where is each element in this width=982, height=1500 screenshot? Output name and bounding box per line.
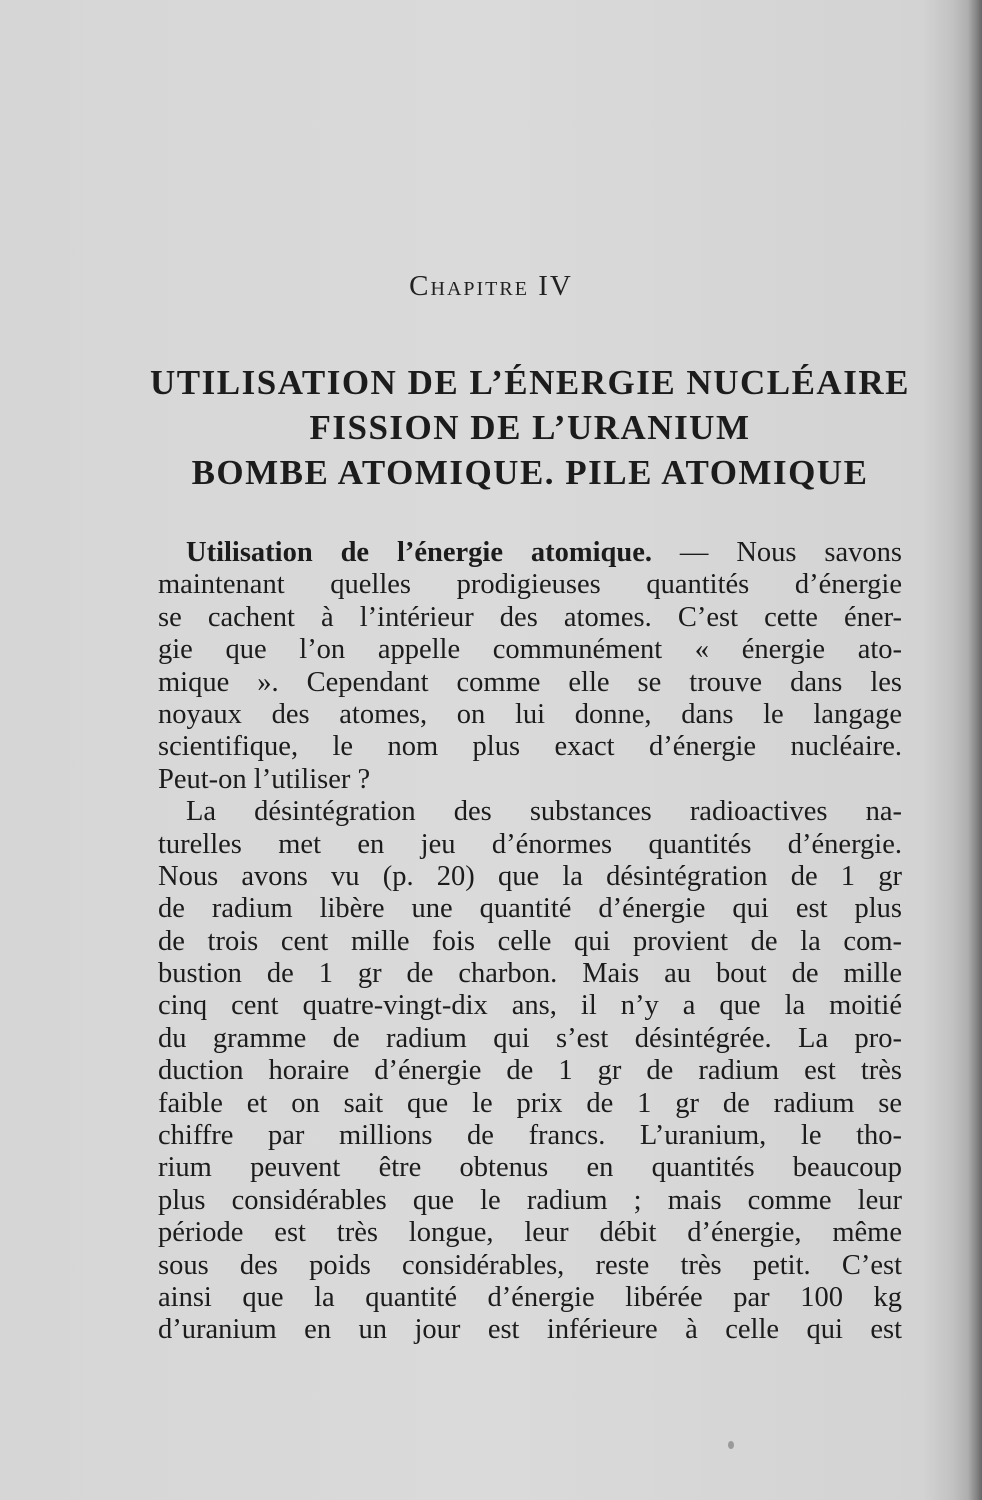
text-line: se cachent à l’intérieur des atomes. C’est cette éner- [158, 601, 902, 633]
text-line: de trois cent mille fois celle qui provient de la com- [158, 925, 902, 957]
text-line: période est très longue, leur débit d’énergie, même [158, 1217, 902, 1249]
text-line: ainsi que la quantité d’énergie libérée par 100 kg [158, 1281, 902, 1313]
text-line: noyaux des atomes, on lui donne, dans le langage [158, 698, 902, 730]
page-gutter-shadow [968, 0, 982, 1500]
text-line: Nous avons vu (p. 20) que la désintégration de 1 gr [158, 860, 902, 892]
text-line: turelles met en jeu d’énormes quantités d’énergie. [158, 828, 902, 860]
text-line: scientifique, le nom plus exact d’énergie nucléaire. [158, 731, 902, 763]
paragraph-1-first-line [158, 537, 902, 569]
text-line: plus considérables que le radium ; mais comme leur [158, 1184, 902, 1216]
text-line: chiffre par millions de francs. L’uranium, le tho- [158, 1120, 902, 1152]
chapter-title [140, 360, 920, 495]
run-in-heading: Utilisation de l’énergie atomique. [186, 537, 653, 568]
title-line-1: UTILISATION DE L’ÉNERGIE NUCLÉAIRE [150, 363, 910, 402]
text-line: d’uranium en un jour est inférieure à celle qui est [158, 1314, 902, 1346]
text-line: faible et on sait que le prix de 1 gr de radium se [158, 1087, 902, 1119]
paragraph-1-first-line-rest: — Nous savons [652, 537, 902, 568]
text-line: gie que l’on appelle communément « énergie ato- [158, 634, 902, 666]
text-line: duction horaire d’énergie de 1 gr de radium est très [158, 1055, 902, 1087]
paragraph-2-first-line: La désintégration des substances radioactives na- [186, 796, 902, 828]
text-line: de radium libère une quantité d’énergie qui est plus [158, 893, 902, 925]
text-line: rium peuvent être obtenus en quantités beaucoup [158, 1152, 902, 1184]
text-line: cinq cent quatre-vingt-dix ans, il n’y a que la moitié [158, 990, 902, 1022]
text-line: maintenant quelles prodigieuses quantités d’énergie [158, 569, 902, 601]
body-text [158, 537, 902, 1347]
text-line: Peut-on l’utiliser ? [158, 763, 371, 795]
paper-speck [728, 1441, 734, 1449]
text-line: bustion de 1 gr de charbon. Mais au bout de mille [158, 958, 902, 990]
text-line: mique ». Cependant comme elle se trouve dans les [158, 666, 902, 698]
title-line-2: FISSION DE L’URANIUM [309, 408, 751, 447]
text-line: sous des poids considérables, reste très petit. C’est [158, 1249, 902, 1281]
text-line: du gramme de radium qui s’est désintégrée. La pro- [158, 1022, 902, 1054]
chapter-heading: Chapitre IV [409, 270, 573, 302]
title-line-3: BOMBE ATOMIQUE. PILE ATOMIQUE [191, 453, 869, 492]
